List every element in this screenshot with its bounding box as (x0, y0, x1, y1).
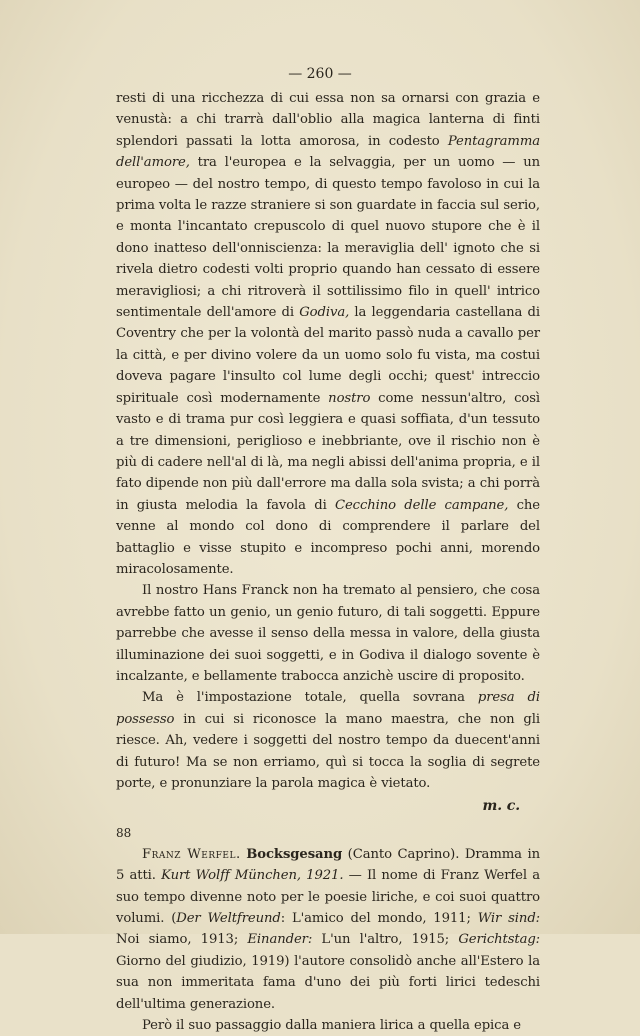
text-segment: Noi siamo, 1913; (116, 932, 248, 948)
text-segment: tra l'europea e la selvaggia, per un uomo — un europeo — del nostro tempo, di questo tempo favoloso in cui la prima volta le razze straniere si son guardate in faccia sul serio, e monta l'incantato crepuscolo di quel nuovo stupore che è il dono inatteso dell'onniscienza: la meraviglia dell' ignoto che si rivela dietro codesti volti proprio quando han cessato di essere meravigliosi; a chi ritroverà il sottilissimo filo in quell' intrico sentimentale dell'amore di (116, 155, 540, 321)
section-separator (116, 818, 540, 844)
page-number: — 260 — (288, 66, 352, 82)
text-segment: — Il nome di Franz Werfel a suo tempo divenne noto per le poesie liriche, e coi suoi quattro volumi. ( (116, 868, 540, 927)
text-segment: Wir sind: (477, 911, 540, 927)
text-segment: che venne al mondo col dono di comprendere il parlare del battaglio e visse stupito e incompreso pochi anni, morendo miracolosamente. (116, 497, 540, 577)
paragraph-5 (116, 1015, 540, 1036)
text-segment: Franz Werfel. (142, 846, 241, 862)
text-segment: Einander: (247, 932, 313, 948)
text-segment: Kurt Wolff München, 1921. (161, 868, 344, 884)
text-segment: Pentagramma dell'amore, (116, 133, 540, 171)
text-segment: L'un l'altro, 1915; (312, 932, 459, 948)
text-segment: Ma è l'impostazione totale, quella sovrana (142, 690, 478, 706)
text-segment: in cui si riconosce la mano maestra, che non gli riesce. Ah, vedere i soggetti del nostro tempo da duecent'anni di futuro! Ma se non erriamo, quì si tocca la soglia di segrete porte, e pronunziare la parola magica è vietato. (116, 711, 540, 791)
paragraph-3 (116, 687, 540, 794)
text-segment: nostro (328, 390, 371, 406)
text-segment: Godiva, (299, 305, 350, 321)
text-segment: Però il suo passaggio dalla maniera lirica a quella epica e (142, 1018, 521, 1034)
text-segment: Giorno del giudizio, 1919) l'autore consolidò anche all'Estero la sua non immeritata fama d'uno dei più forti lirici tedeschi dell'ultima generazione. (116, 953, 540, 1012)
text-segment: : L'amico del mondo, 1911; (280, 911, 478, 927)
text-segment: la leggendaria castellana di Coventry che per la volontà del marito passò nuda a cavallo per la città, e per divino volere da un uomo solo fu vista, ma costui doveva pagare l'insulto col lume degli occhi; quest' intreccio spirituale così modernamente (116, 305, 540, 406)
body-text (116, 88, 540, 1036)
paragraph-1 (116, 88, 540, 580)
text-segment: Gerichtstag: (458, 932, 541, 948)
text-segment: Bocksgesang (246, 846, 343, 862)
printer-signature-mark: 88 (116, 826, 132, 840)
text-segment: Cecchino delle campane, (334, 497, 509, 513)
paragraph-2 (116, 580, 540, 687)
text-segment: Il nostro Hans Franck non ha tremato al pensiero, che cosa avrebbe fatto un genio, un genio futuro, di tali soggetti. Eppure parrebbe che avesse il senso della messa in valore, della giusta illuminazione dei suoi soggetti, e in Godiva il dialogo sovente è incalzante, e bellamente trabocca anzichè uscire di proposito. (116, 583, 540, 684)
text-segment: presa di possesso (116, 690, 540, 727)
text-segment: Der Weltfreund (176, 911, 281, 927)
text-segment: resti di una ricchezza di cui essa non sa ornarsi con grazia e venustà: a chi trarrà dall'oblio alla magica lanterna di finti splendori passati la lotta amorosa, in codesto (116, 91, 540, 149)
text-segment: come nessun'altro, così vasto e di trama pur così leggiera e quasi soffiata, d'un tessuto a tre dimensioni, periglioso e inebbriante, ove il rischio non è più di cadere nell'al di là, ma negli abissi dell'anima propria, e il fato dipende non più dall'errore ma dalla sola svista; a chi porrà in giusta melodia la favola di (116, 390, 540, 513)
review-werfel (116, 844, 540, 1015)
author-signature: m. c. (482, 798, 520, 815)
text-segment: (Canto Caprino). Dramma in 5 atti. (116, 846, 541, 884)
